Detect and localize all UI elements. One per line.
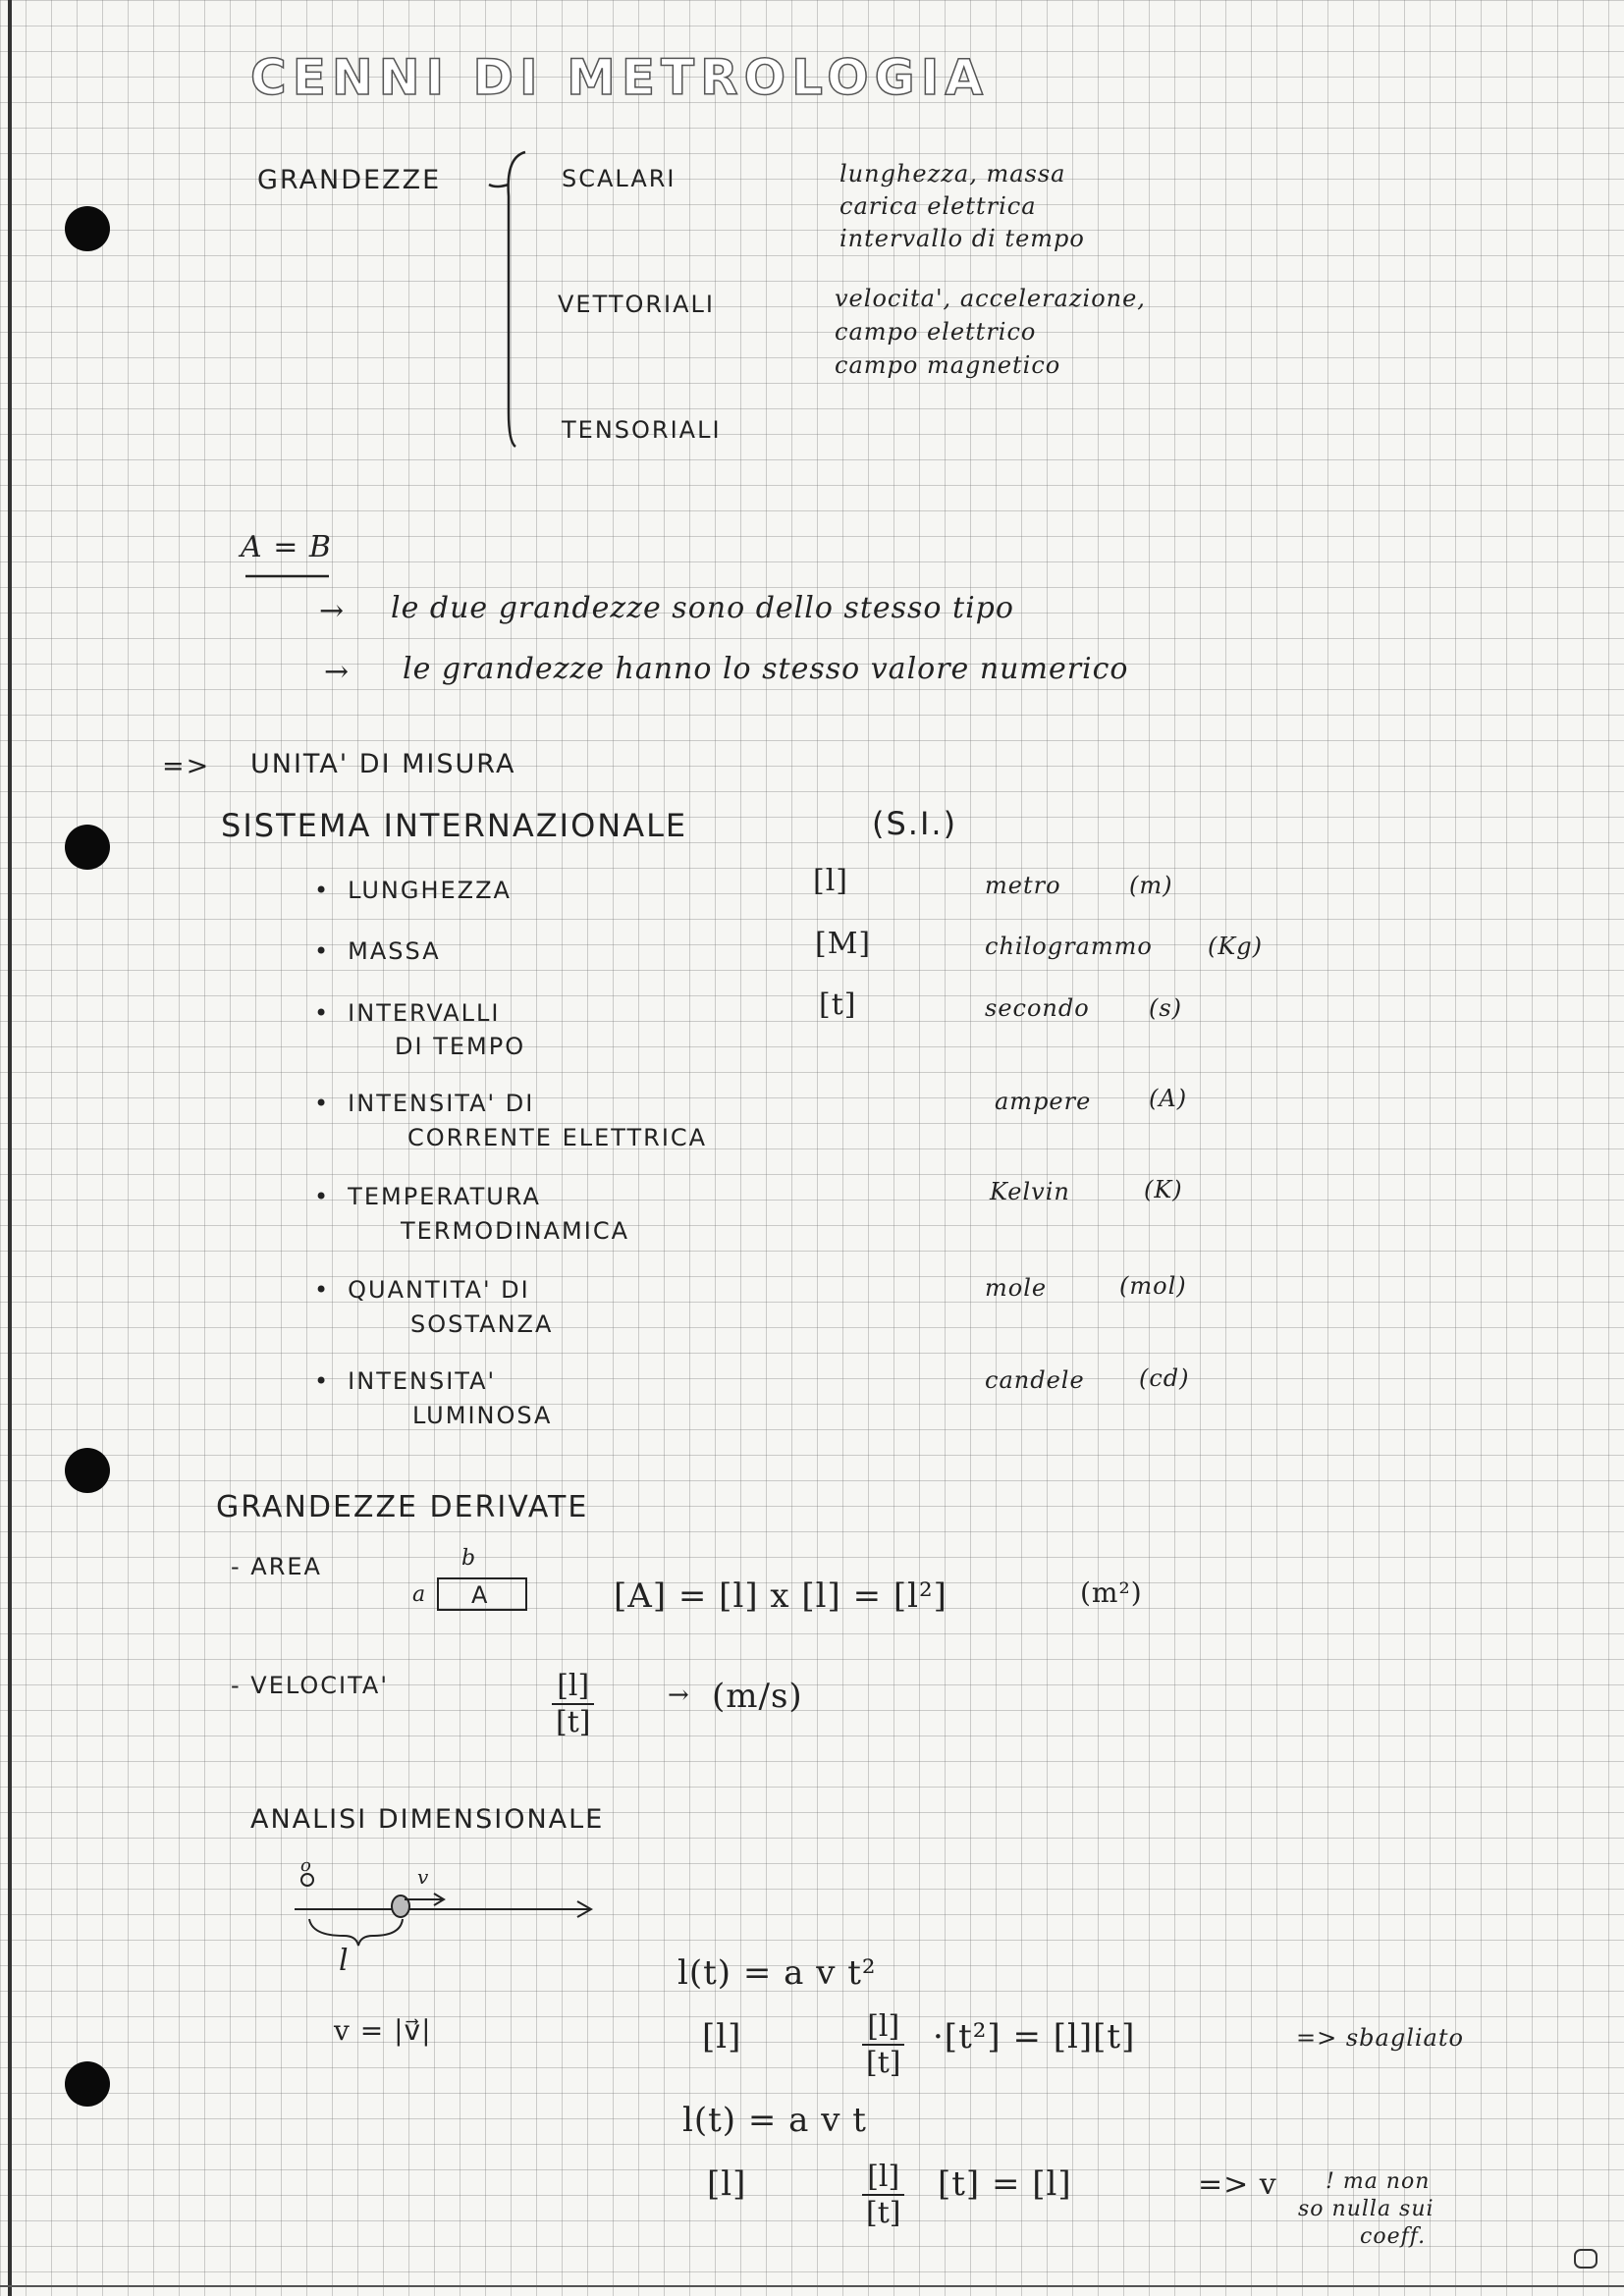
si-quantity-cont: DI TEMPO xyxy=(395,1033,526,1060)
dim1-lhs: [l] xyxy=(702,2017,742,2056)
vettoriali-example: campo magnetico xyxy=(835,351,1061,379)
si-symbol: (mol) xyxy=(1119,1272,1187,1300)
area-unit: (m²) xyxy=(1080,1576,1143,1609)
equation-1: l(t) = a v t² xyxy=(677,1953,877,1993)
vettoriali-example: campo elettrico xyxy=(835,318,1037,346)
si-symbol: (cd) xyxy=(1139,1364,1190,1392)
arrow-icon: → xyxy=(319,594,346,628)
si-quantity: • INTERVALLI xyxy=(314,999,501,1027)
unita-label: UNITA' DI MISURA xyxy=(250,749,516,779)
equality-point: le due grandezze sono dello stesso tipo xyxy=(391,591,1014,625)
dim2-denominator: [t] xyxy=(866,2196,901,2230)
dim1-denominator: [t] xyxy=(866,2046,901,2080)
dim2-numerator: [l] xyxy=(862,2160,904,2196)
si-quantity-cont: LUMINOSA xyxy=(412,1402,553,1429)
dim2-rest: [t] = [l] xyxy=(938,2164,1072,2204)
scalari-example: carica elettrica xyxy=(839,192,1037,220)
si-dimension: [t] xyxy=(819,988,857,1022)
si-quantity: • MASSA xyxy=(314,937,441,965)
si-unit: mole xyxy=(985,1274,1048,1302)
velocita-fraction xyxy=(552,1669,594,1739)
dim1-fraction xyxy=(862,2009,904,2080)
si-quantity: • INTENSITA' xyxy=(314,1367,496,1395)
analisi-label: ANALISI DIMENSIONALE xyxy=(250,1804,605,1835)
note-sbagliato: => sbagliato xyxy=(1296,2024,1464,2052)
page-title: CENNI DI METROLOGIA xyxy=(250,49,990,106)
dim1-rest: ·[t²] = [l][t] xyxy=(933,2017,1136,2056)
equality-expression: A = B xyxy=(241,530,332,564)
note-coeff: coeff. xyxy=(1360,2224,1427,2249)
type-vettoriali: VETTORIALI xyxy=(558,291,715,318)
origin-label: o xyxy=(300,1855,312,1876)
equality-point: le grandezze hanno lo stesso valore numerico xyxy=(403,652,1129,686)
note-coeff: so nulla sui xyxy=(1298,2197,1435,2221)
si-unit: ampere xyxy=(995,1088,1092,1115)
area-box-label: A xyxy=(471,1581,489,1609)
si-quantity: • TEMPERATURA xyxy=(314,1183,541,1210)
area-label: - AREA xyxy=(231,1553,322,1580)
si-unit: secondo xyxy=(985,994,1090,1022)
dim2-lhs: [l] xyxy=(707,2164,747,2204)
si-abbr: (S.I.) xyxy=(872,805,958,842)
si-symbol: (Kg) xyxy=(1208,933,1264,960)
si-unit: Kelvin xyxy=(990,1178,1070,1205)
si-quantity-cont: TERMODINAMICA xyxy=(401,1217,629,1245)
si-symbol: (s) xyxy=(1149,994,1183,1022)
velocita-denominator: [t] xyxy=(556,1705,591,1739)
type-scalari: SCALARI xyxy=(562,165,677,192)
si-system-label: SISTEMA INTERNAZIONALE xyxy=(221,807,688,844)
equation-2: l(t) = a v t xyxy=(682,2101,867,2140)
grandezze-label: GRANDEZZE xyxy=(257,165,442,195)
type-tensoriali: TENSORIALI xyxy=(562,416,722,444)
area-side-b: b xyxy=(461,1546,477,1571)
derivate-label: GRANDEZZE DERIVATE xyxy=(216,1490,589,1524)
si-dimension: [l] xyxy=(813,864,849,898)
velocita-unit: (m/s) xyxy=(712,1677,803,1716)
dim2-fraction xyxy=(862,2160,904,2230)
si-quantity: • LUNGHEZZA xyxy=(314,877,512,904)
velocity-modulus: v = |v⃗| xyxy=(334,2014,432,2047)
si-quantity-cont: SOSTANZA xyxy=(410,1310,554,1338)
velocita-label: - VELOCITA' xyxy=(231,1672,389,1699)
note-coeff: ! ma non xyxy=(1326,2169,1431,2194)
velocita-arrow: → xyxy=(668,1681,690,1710)
si-unit: chilogrammo xyxy=(985,933,1153,960)
area-formula: [A] = [l] x [l] = [l²] xyxy=(614,1576,947,1616)
arrow-icon: → xyxy=(324,655,351,689)
si-symbol: (A) xyxy=(1149,1085,1188,1112)
si-unit: metro xyxy=(985,872,1061,899)
si-quantity-cont: CORRENTE ELETTRICA xyxy=(407,1124,708,1151)
area-side-a: a xyxy=(412,1582,427,1607)
si-quantity: • INTENSITA' DI xyxy=(314,1090,534,1117)
dim1-numerator: [l] xyxy=(862,2009,904,2046)
implies-arrow: => xyxy=(162,751,211,781)
si-symbol: (K) xyxy=(1144,1176,1183,1203)
scalari-example: lunghezza, massa xyxy=(839,160,1066,187)
si-dimension: [M] xyxy=(815,927,872,961)
si-unit: candele xyxy=(985,1366,1085,1394)
vettoriali-example: velocita', accelerazione, xyxy=(835,285,1146,312)
velocity-vector-label: v xyxy=(417,1865,430,1889)
segment-label: l xyxy=(339,1944,350,1978)
velocita-numerator: [l] xyxy=(552,1669,594,1705)
si-symbol: (m) xyxy=(1129,872,1173,899)
si-quantity: • QUANTITA' DI xyxy=(314,1276,530,1304)
scalari-example: intervallo di tempo xyxy=(839,225,1085,252)
dim2-arrow: => v xyxy=(1198,2167,1277,2202)
